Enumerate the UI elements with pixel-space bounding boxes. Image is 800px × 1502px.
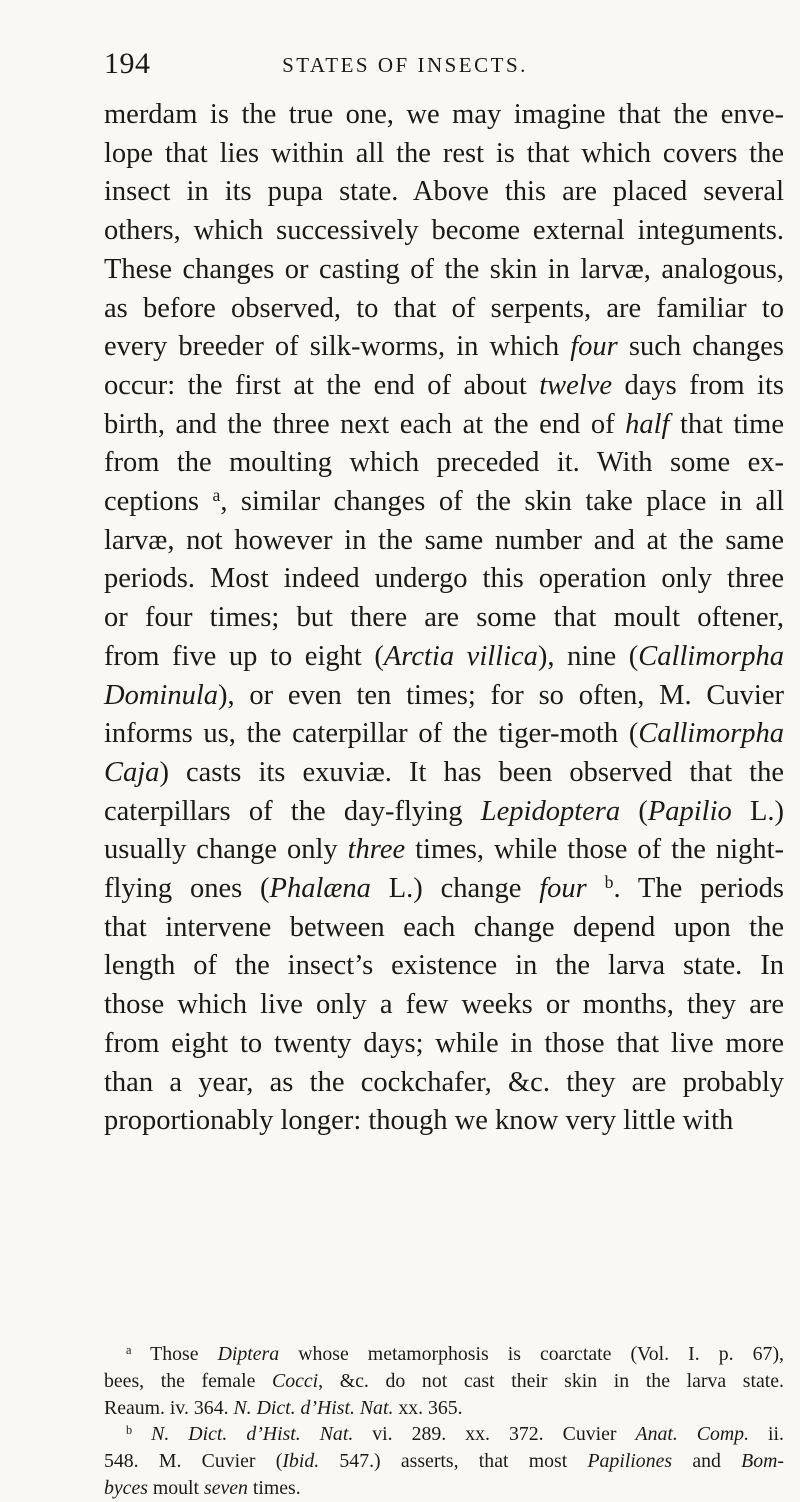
footnote-line: byces moult seven times. [104, 1476, 301, 1499]
text-line: insect in its pupa state. Above this are placed several [104, 176, 784, 208]
text-line: caterpillars of the day-flying Lepidoptera (Papilio L.) [104, 795, 784, 827]
footnote-line: $^a$ Those Diptera whose metamorphosis is coarctate (Vol. I. p. 67), [126, 1342, 784, 1365]
text-line: every breeder of silk-worms, in which four such changes [104, 331, 785, 363]
footnote-line: Reaum. iv. 364. N. Dict. d’Hist. Nat. xx. 365. [104, 1396, 463, 1419]
text-line: merdam is the true one, we may imagine that the enve- [104, 99, 784, 130]
running-head: STATES OF INSECTS. [282, 53, 528, 77]
text-line: from eight to twenty days; while in those that live more [104, 1027, 784, 1059]
text-line: than a year, as the cockchafer, &c. they are probably [104, 1066, 784, 1098]
text-line: occur: the first at the end of about twelve days from its [104, 369, 784, 401]
footnote-line: $^b$ N. Dict. d’Hist. Nat. vi. 289. xx. 372. Cuvier Anat. Comp. ii. [126, 1423, 784, 1446]
text-line: informs us, the caterpillar of the tiger-moth (Callimorpha [104, 718, 784, 750]
text-line: These changes or casting of the skin in larvæ, analogous, [104, 253, 784, 285]
footnote-line: bees, the female Cocci, &c. do not cast their skin in the larva state. [104, 1369, 785, 1392]
body-text [104, 96, 784, 1141]
text-line: from five up to eight (Arctia villica), nine (Callimorpha [104, 640, 784, 672]
page-number: 194 [104, 47, 151, 80]
page-header [0, 46, 800, 86]
text-line: larvæ, not however in the same number and at the same [104, 524, 784, 556]
footnotes [104, 1341, 784, 1502]
text-line: proportionably longer: though we know very little with [104, 1105, 734, 1137]
text-line: those which live only a few weeks or months, they are [104, 989, 784, 1021]
text-line: Caja) casts its exuviæ. It has been observed that the [104, 756, 784, 788]
text-line: usually change only three times, while those of the night- [104, 834, 785, 866]
text-line: periods. Most indeed undergo this operation only three [104, 563, 784, 595]
text-line: flying ones (Phalæna L.) change four $^b$. The periods [104, 872, 784, 905]
text-line: or four times; but there are some that moult oftener, [104, 602, 784, 634]
footnote-line: 548. M. Cuvier (Ibid. 547.) asserts, that most Papiliones and Bom- [104, 1450, 785, 1473]
text-line: Dominula), or even ten times; for so often, M. Cuvier [104, 679, 784, 711]
text-line: ceptions $^a$, similar changes of the skin take place in all [104, 485, 784, 518]
text-line: from the moulting which preceded it. With some ex- [104, 447, 784, 479]
text-line: as before observed, to that of serpents, are familiar to [104, 292, 784, 324]
text-line: birth, and the three next each at the end of half that time [104, 408, 784, 440]
text-line: lope that lies within all the rest is that which covers the [104, 137, 784, 169]
text-line: that intervene between each change depend upon the [104, 911, 784, 943]
text-line: length of the insect’s existence in the larva state. In [104, 950, 784, 982]
text-line: others, which successively become external integuments. [104, 215, 784, 247]
